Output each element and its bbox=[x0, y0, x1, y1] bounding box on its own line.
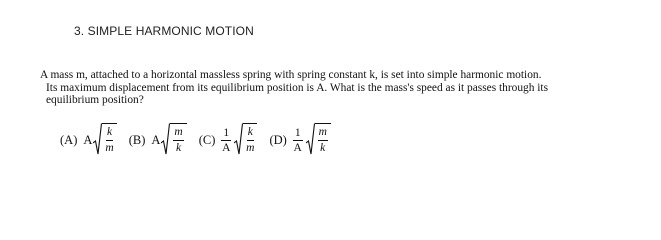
choice-b-label: (B) bbox=[128, 132, 146, 147]
radical-sign-icon bbox=[161, 123, 170, 157]
choice-d-radicand-denominator: k bbox=[320, 142, 326, 154]
radical-sign-icon bbox=[93, 123, 102, 157]
question-text bbox=[40, 69, 640, 107]
choice-d-coefficient-numerator: 1 bbox=[294, 126, 301, 139]
choice-b-coefficient: A bbox=[151, 132, 161, 147]
question-line-3: equilibrium position? bbox=[46, 94, 144, 107]
question-line-2: Its maximum displacement from its equilibrium position is A. What is the mass's speed as it passes through its bbox=[46, 81, 549, 94]
choice-d-label: (D) bbox=[269, 132, 287, 147]
choice-d[interactable] bbox=[269, 119, 330, 161]
choice-d-radical bbox=[306, 123, 331, 157]
choice-c-radicand-numerator: k bbox=[247, 126, 254, 141]
choice-d-coefficient-fraction bbox=[293, 127, 303, 154]
choice-c-radical bbox=[234, 123, 257, 157]
question-line-1: A mass m, attached to a horizontal massless spring with spring constant k, is set into simple harmonic motion. bbox=[40, 69, 542, 81]
choice-a-coefficient: A bbox=[83, 132, 93, 147]
choice-d-coefficient-denominator: A bbox=[293, 141, 302, 154]
choice-c[interactable] bbox=[199, 119, 258, 161]
choice-d-radicand-numerator: m bbox=[318, 126, 328, 141]
answer-choices bbox=[60, 119, 331, 161]
choice-c-radicand bbox=[243, 123, 257, 157]
choice-c-coefficient-denominator: A bbox=[222, 141, 231, 154]
choice-a-label: (A) bbox=[60, 132, 78, 147]
choice-b-radicand-numerator: m bbox=[173, 126, 183, 141]
section-heading: 3. SIMPLE HARMONIC MOTION bbox=[74, 24, 254, 38]
choice-b-radicand bbox=[170, 123, 186, 157]
choice-a-radical bbox=[93, 123, 116, 157]
choice-b-radical bbox=[161, 123, 186, 157]
radical-sign-icon bbox=[306, 123, 315, 157]
choice-a-radicand bbox=[102, 123, 116, 157]
choice-c-coefficient-fraction bbox=[221, 127, 231, 154]
choice-a-radicand-denominator: m bbox=[105, 142, 114, 154]
choice-a[interactable] bbox=[60, 119, 117, 161]
choice-c-label: (C) bbox=[198, 132, 216, 147]
choice-b-radicand-denominator: k bbox=[176, 142, 182, 154]
choice-c-radicand-denominator: m bbox=[246, 142, 255, 154]
choice-c-coefficient-numerator: 1 bbox=[223, 126, 230, 139]
choice-b[interactable] bbox=[129, 119, 187, 161]
radical-sign-icon bbox=[234, 123, 243, 157]
choice-d-radicand bbox=[315, 123, 331, 157]
choice-a-radicand-numerator: k bbox=[106, 126, 113, 141]
